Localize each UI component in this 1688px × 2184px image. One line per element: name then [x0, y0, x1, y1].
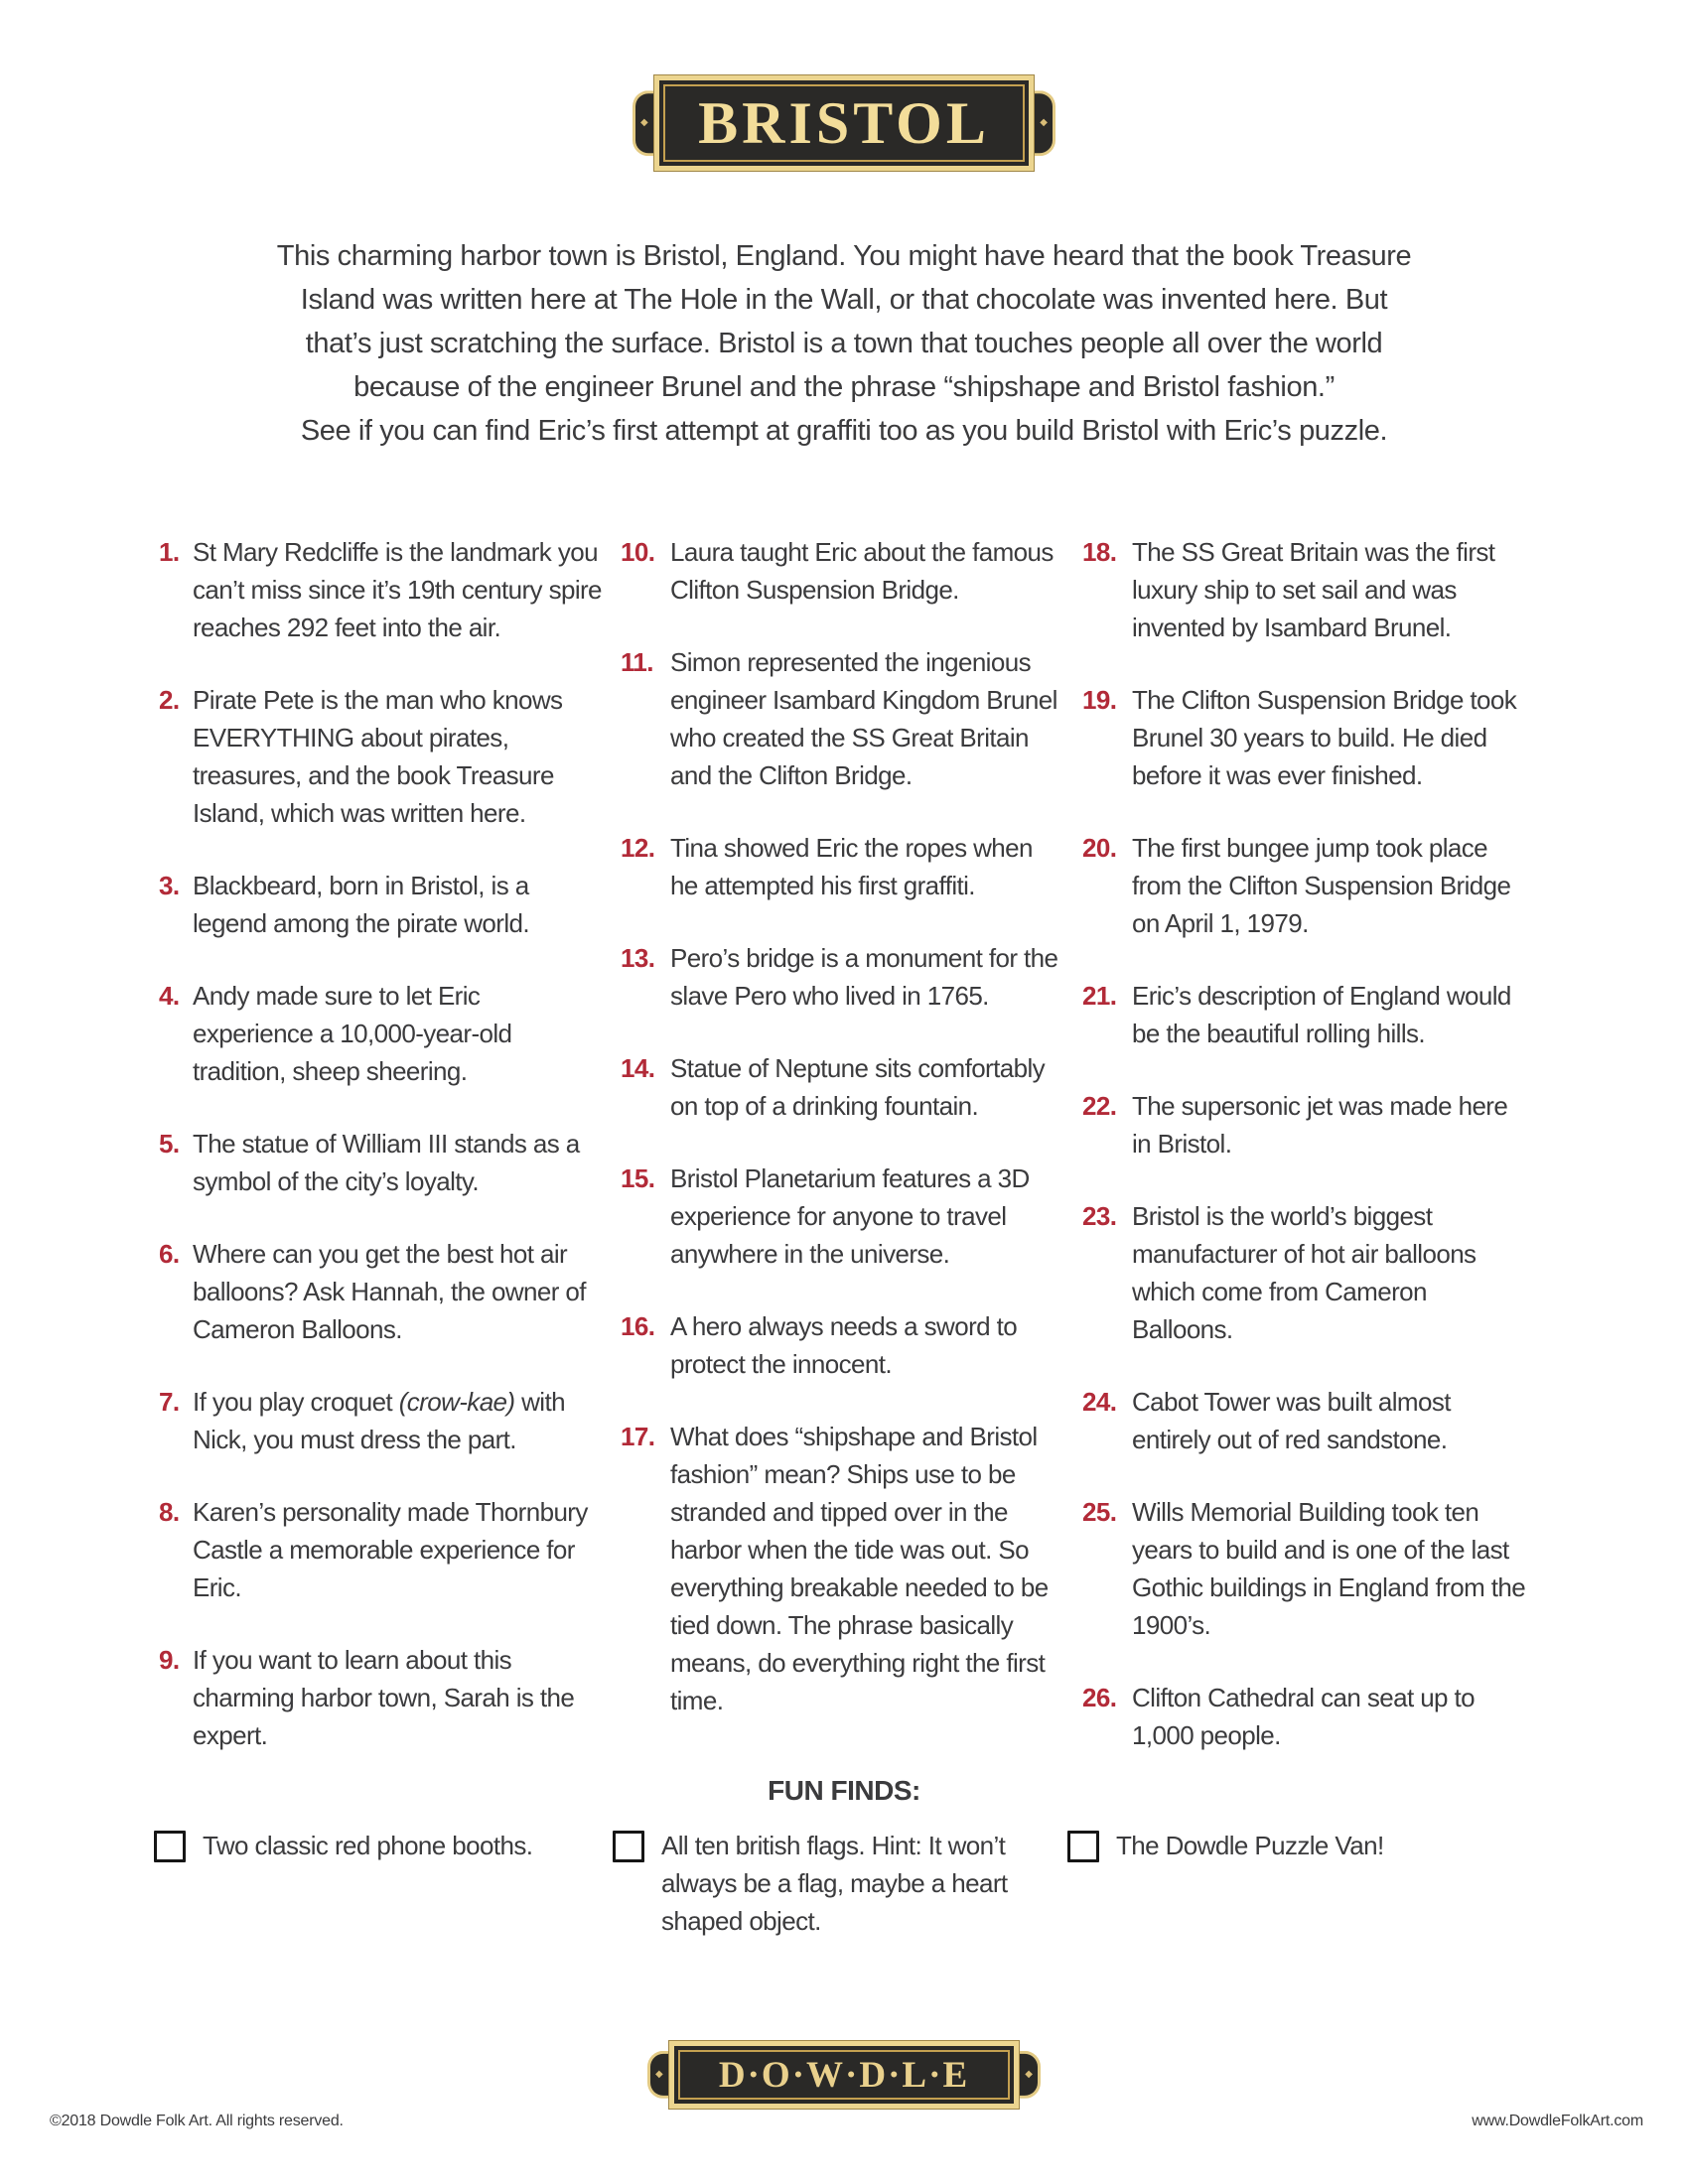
list-item-number: 1.	[159, 537, 180, 567]
list-item-text: Andy made sure to let Eric experience a 10,000-year-old tradition, sheep sheering.	[193, 981, 512, 1086]
list-item-text: Bristol is the world’s biggest manufacturer of hot air balloons which come from Cameron Balloons.	[1132, 1201, 1477, 1344]
clue-column	[1082, 533, 1544, 1789]
list-item-number: 22.	[1082, 1091, 1117, 1121]
intro-line: Island was written here at The Hole in the Wall, or that chocolate was invented here. But	[300, 284, 1388, 316]
list-item-number: 12.	[621, 833, 655, 863]
list-item-text: Tina showed Eric the ropes when he attempted his first graffiti.	[670, 833, 1033, 900]
list-item-text: St Mary Redcliffe is the landmark you can’t miss since it’s 19th century spire reaches 292 feet into the air.	[193, 537, 602, 642]
fun-find-item	[613, 1827, 1067, 1940]
list-item	[159, 533, 621, 646]
fun-find-label: All ten british flags. Hint: It won’t always be a flag, maybe a heart shaped object.	[661, 1831, 1008, 1936]
list-item-number: 26.	[1082, 1683, 1117, 1712]
list-item-number: 11.	[621, 647, 653, 677]
list-item-number: 9.	[159, 1645, 180, 1675]
list-item-text: Cabot Tower was built almost entirely out of red sandstone.	[1132, 1387, 1451, 1454]
list-item	[1082, 681, 1544, 794]
list-item-number: 16.	[621, 1311, 655, 1341]
list-item	[159, 1383, 621, 1458]
plaque-face	[669, 2041, 1019, 2109]
fun-finds-row	[154, 1827, 1648, 1940]
list-item-number: 18.	[1082, 537, 1117, 567]
list-item	[1082, 1679, 1544, 1754]
list-item	[621, 533, 1082, 609]
list-item	[1082, 533, 1544, 646]
list-item-text: A hero always needs a sword to protect the innocent.	[670, 1311, 1018, 1379]
intro-line: that’s just scratching the surface. Bristol is a town that touches people all over the world	[305, 328, 1383, 359]
list-item-number: 3.	[159, 871, 180, 900]
list-item-number: 25.	[1082, 1497, 1117, 1527]
list-item-text: Laura taught Eric about the famous Clifton Suspension Bridge.	[670, 537, 1054, 605]
list-item	[621, 1307, 1082, 1383]
list-item-text: Wills Memorial Building took ten years to build and is one of the last Gothic buildings in England from the 1900’s.	[1132, 1497, 1526, 1640]
list-item	[159, 1125, 621, 1200]
list-item-number: 15.	[621, 1163, 655, 1193]
fun-find-checkbox[interactable]	[613, 1831, 644, 1862]
plaque-ornament-icon: ◆	[1025, 2069, 1033, 2080]
fun-find-item	[154, 1827, 613, 1940]
intro-line: This charming harbor town is Bristol, England. You might have heard that the book Treasure	[276, 240, 1412, 272]
fun-finds-title: FUN FINDS:	[768, 1775, 920, 1806]
list-item	[159, 1235, 621, 1348]
intro-line: because of the engineer Brunel and the phrase “shipshape and Bristol fashion.”	[353, 371, 1335, 403]
list-item-text: Where can you get the best hot air balloons? Ask Hannah, the owner of Cameron Balloons.	[193, 1239, 586, 1344]
fun-find-label: Two classic red phone booths.	[203, 1831, 533, 1860]
list-item	[1082, 1493, 1544, 1644]
list-item-text: Clifton Cathedral can seat up to 1,000 people.	[1132, 1683, 1476, 1750]
list-item-number: 10.	[621, 537, 655, 567]
clue-column	[159, 533, 621, 1789]
dowdle-logo-plaque	[655, 2041, 1033, 2109]
list-item-text: The SS Great Britain was the first luxury ship to set sail and was invented by Isambard Brunel.	[1132, 537, 1495, 642]
list-item-text: Karen’s personality made Thornbury Castle a memorable experience for Eric.	[193, 1497, 588, 1602]
dowdle-logo-text: D·O·W·D·L·E	[718, 2054, 970, 2096]
list-item-number: 6.	[159, 1239, 180, 1269]
list-item-number: 5.	[159, 1129, 180, 1159]
list-item-text: The first bungee jump took place from the Clifton Suspension Bridge on April 1, 1979.	[1132, 833, 1511, 938]
list-item-number: 24.	[1082, 1387, 1117, 1417]
list-item-text: The Clifton Suspension Bridge took Brunel 30 years to build. He died before it was ever finished.	[1132, 685, 1517, 790]
website-link[interactable]: www.DowdleFolkArt.com	[1472, 2113, 1643, 2129]
fun-find-label: The Dowdle Puzzle Van!	[1116, 1831, 1384, 1860]
list-item-text: Blackbeard, born in Bristol, is a legend among the pirate world.	[193, 871, 530, 938]
bristol-logo-plaque	[640, 75, 1048, 171]
list-item-text: The statue of William III stands as a symbol of the city’s loyalty.	[193, 1129, 580, 1196]
list-item	[1082, 1087, 1544, 1162]
fun-find-item	[1067, 1827, 1648, 1940]
plaque-face	[654, 75, 1034, 171]
plaque-ornament-icon: ◆	[640, 116, 648, 128]
list-item-number: 19.	[1082, 685, 1117, 715]
list-item-text: Bristol Planetarium features a 3D experience for anyone to travel anywhere in the universe.	[670, 1163, 1030, 1269]
list-item	[1082, 977, 1544, 1052]
list-item-number: 21.	[1082, 981, 1117, 1011]
bristol-logo-text: BRISTOL	[698, 89, 990, 156]
list-item-number: 23.	[1082, 1201, 1117, 1231]
list-item-text: If you want to learn about this charming harbor town, Sarah is the expert.	[193, 1645, 575, 1750]
intro-line: See if you can find Eric’s first attempt at graffiti too as you build Bristol with Eric’s puzzle.	[300, 415, 1388, 447]
list-item	[159, 977, 621, 1090]
clue-column	[621, 533, 1082, 1789]
plaque-ornament-icon: ◆	[655, 2069, 663, 2080]
copyright-text: ©2018 Dowdle Folk Art. All rights reserved.	[50, 2113, 344, 2129]
list-item	[1082, 1197, 1544, 1348]
list-item	[621, 1418, 1082, 1719]
list-item-text: Simon represented the ingenious engineer Isambard Kingdom Brunel who created the SS Great Britain and the Clifton Bridge.	[670, 647, 1057, 790]
list-item-text: Pero’s bridge is a monument for the slave Pero who lived in 1765.	[670, 943, 1058, 1011]
plaque-ornament-icon: ◆	[1040, 116, 1048, 128]
fun-find-checkbox[interactable]	[1067, 1831, 1099, 1862]
list-item-text: Pirate Pete is the man who knows EVERYTHING about pirates, treasures, and the book Treasure Island, which was written here.	[193, 685, 563, 828]
list-item-number: 20.	[1082, 833, 1117, 863]
list-item-text: Statue of Neptune sits comfortably on top of a drinking fountain.	[670, 1053, 1046, 1121]
list-item-text: If you play croquet (crow-kae) with Nick, you must dress the part.	[193, 1387, 565, 1454]
list-item-number: 17.	[621, 1422, 655, 1451]
list-item	[159, 1493, 621, 1606]
list-item-text: The supersonic jet was made here in Bristol.	[1132, 1091, 1508, 1159]
list-item	[159, 867, 621, 942]
list-item	[621, 643, 1082, 794]
list-item	[159, 681, 621, 832]
intro-paragraph	[169, 234, 1519, 453]
list-item-number: 14.	[621, 1053, 655, 1083]
list-item-number: 13.	[621, 943, 655, 973]
fun-find-checkbox[interactable]	[154, 1831, 186, 1862]
list-item	[159, 1641, 621, 1754]
list-item	[621, 939, 1082, 1015]
list-item-number: 2.	[159, 685, 180, 715]
list-item-number: 8.	[159, 1497, 180, 1527]
list-item	[621, 1160, 1082, 1273]
clue-list	[159, 533, 1544, 1789]
list-item	[1082, 1383, 1544, 1458]
list-item-number: 7.	[159, 1387, 180, 1417]
list-item	[1082, 829, 1544, 942]
list-item-text: Eric’s description of England would be the beautiful rolling hills.	[1132, 981, 1511, 1048]
list-item-text: What does “shipshape and Bristol fashion” mean? Ships use to be stranded and tipped over in the harbor when the tide was out. So everything breakable needed to be tied down. The phrase basically means, do everything right the first time.	[670, 1422, 1049, 1715]
list-item	[621, 829, 1082, 904]
list-item-number: 4.	[159, 981, 180, 1011]
list-item	[621, 1049, 1082, 1125]
